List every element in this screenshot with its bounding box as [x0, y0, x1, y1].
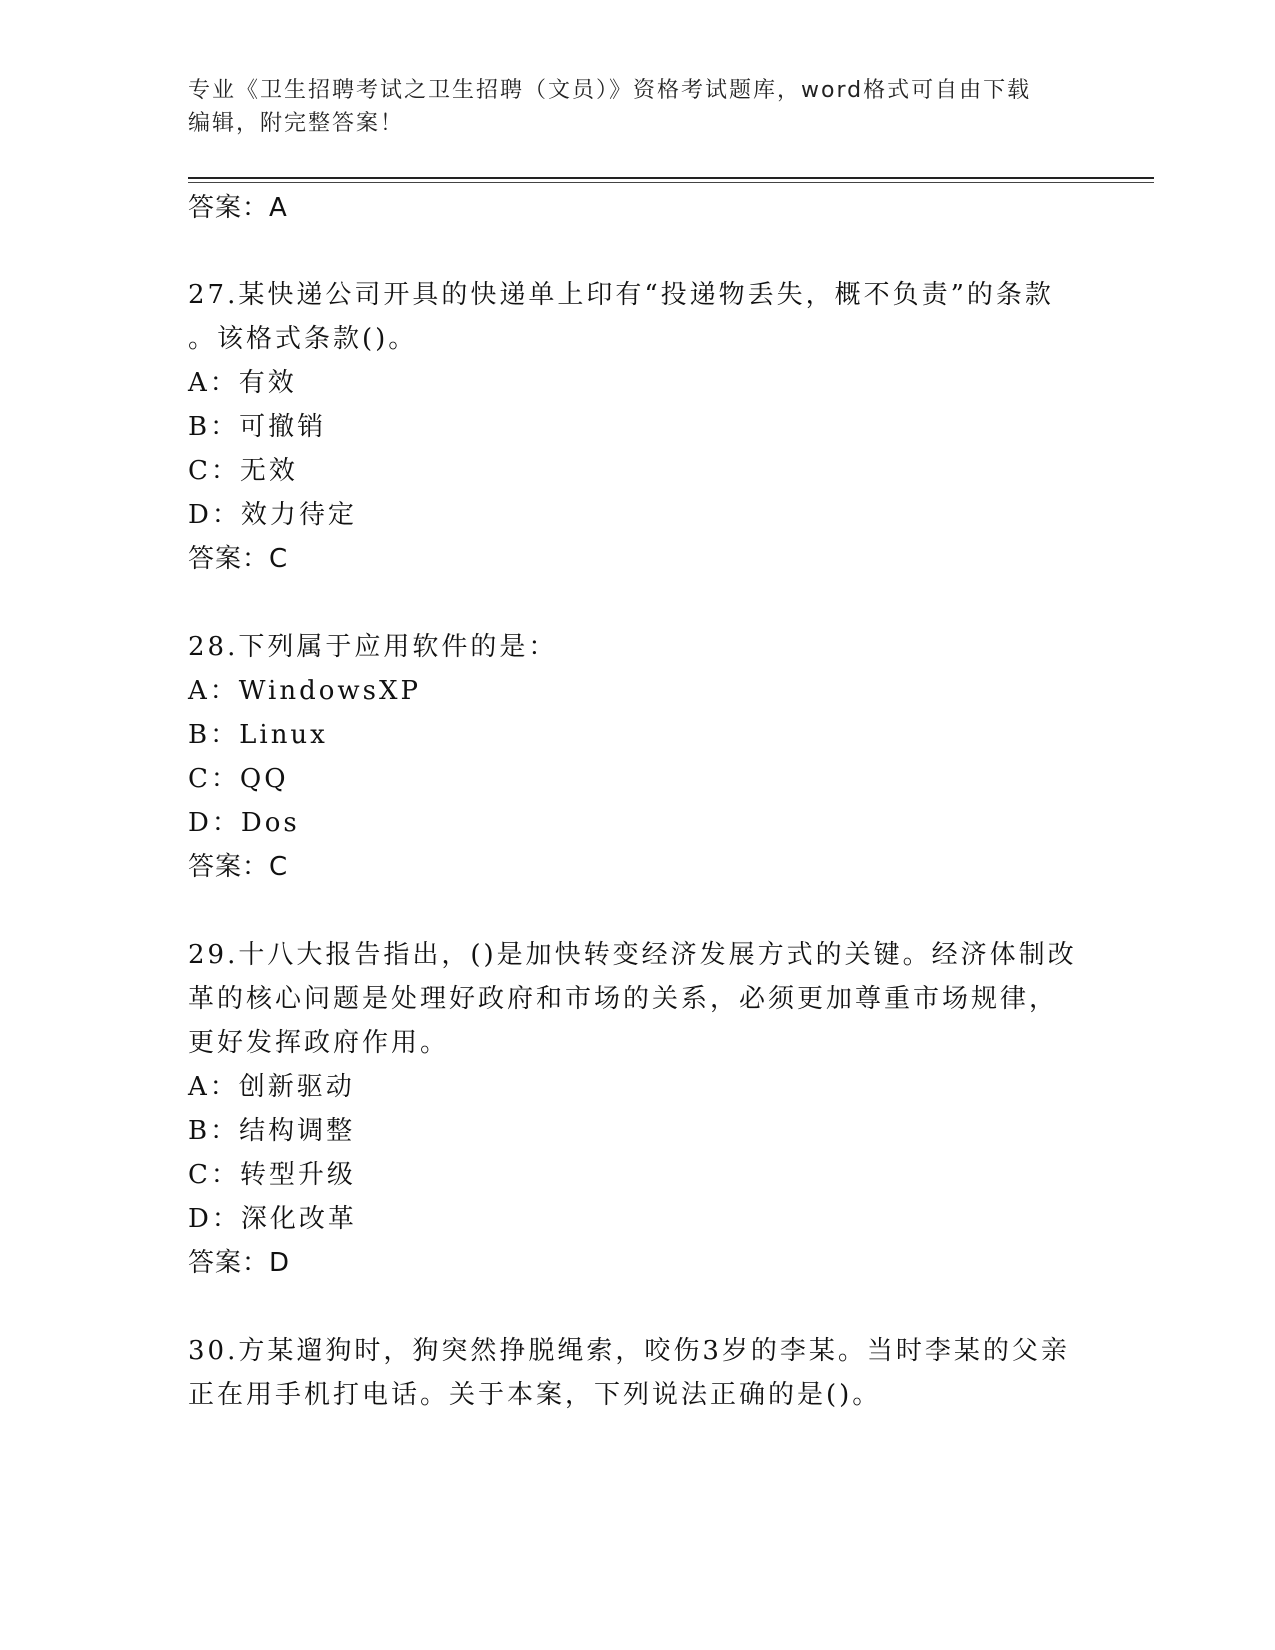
question-28-option-d: D：Dos — [188, 808, 300, 838]
question-27-option-b: B：可撤销 — [188, 412, 327, 442]
header-line-2: 编辑，附完整答案！ — [188, 111, 405, 136]
question-29-stem-line-1: 29.十八大报告指出，()是加快转变经济发展方式的关键。经济体制改 — [188, 940, 1077, 970]
header-line-1: 专业《卫生招聘考试之卫生招聘（文员）》资格考试题库，word格式可自由下载 — [188, 78, 1032, 103]
document-header — [188, 74, 1068, 140]
question-28-answer: 答案：C — [188, 852, 289, 882]
header-divider-thick — [188, 177, 1154, 179]
question-30-stem-line-1: 30.方某遛狗时，狗突然挣脱绳索，咬伤3岁的李某。当时李某的父亲 — [188, 1336, 1070, 1366]
question-30-stem-line-2: 正在用手机打电话。关于本案，下列说法正确的是()。 — [188, 1380, 882, 1410]
question-28-option-a: A：WindowsXP — [188, 676, 422, 706]
question-29-option-b: B：结构调整 — [188, 1116, 356, 1146]
question-28-option-b: B：Linux — [188, 720, 328, 750]
answer-previous: 答案：A — [188, 193, 288, 223]
question-27-option-d: D：效力待定 — [188, 500, 357, 530]
question-29-option-c: C：转型升级 — [188, 1160, 356, 1190]
question-27-option-a: A：有效 — [188, 368, 297, 398]
question-27-answer: 答案：C — [188, 544, 289, 574]
question-28-stem-line-1: 28.下列属于应用软件的是： — [188, 632, 558, 662]
question-27-stem-line-2: 。该格式条款()。 — [188, 324, 418, 354]
question-29-option-d: D：深化改革 — [188, 1204, 357, 1234]
question-29-option-a: A：创新驱动 — [188, 1072, 355, 1102]
question-29-answer: 答案：D — [188, 1248, 291, 1278]
question-27-option-c: C：无效 — [188, 456, 298, 486]
question-29-stem-line-2: 革的核心问题是处理好政府和市场的关系，必须更加尊重市场规律， — [188, 984, 1059, 1014]
question-28-option-c: C：QQ — [188, 764, 289, 794]
header-divider-thin — [188, 182, 1154, 183]
question-29-stem-line-3: 更好发挥政府作用。 — [188, 1028, 450, 1058]
question-27-stem-line-1: 27.某快递公司开具的快递单上印有“投递物丢失，概不负责”的条款 — [188, 280, 1054, 310]
